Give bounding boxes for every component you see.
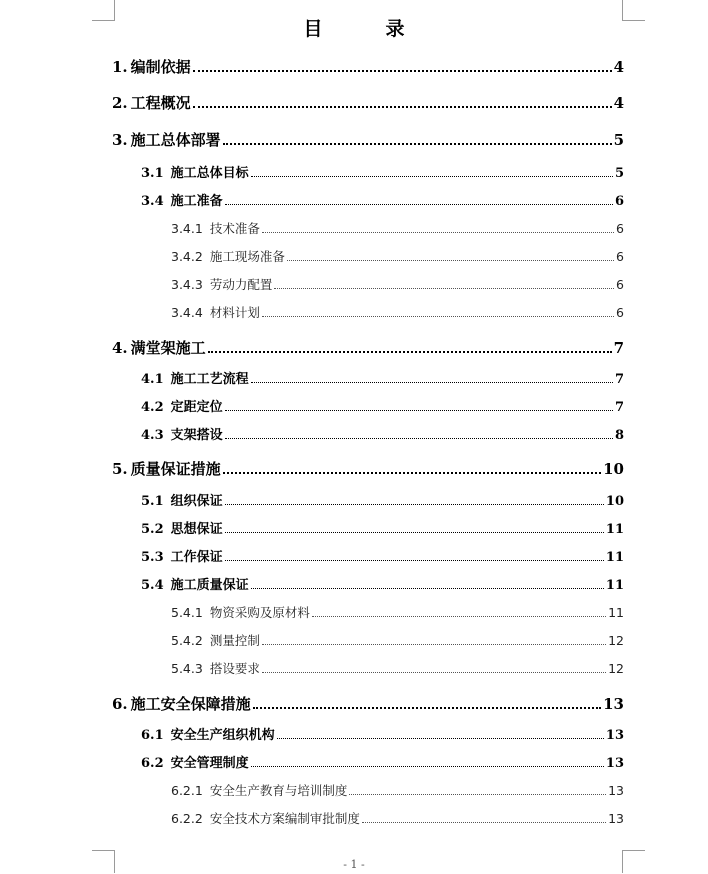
toc-entry-number: 5.4 — [141, 578, 164, 593]
toc-entry-page-number: 5 — [613, 131, 624, 149]
toc-entry-page-number: 6 — [616, 249, 624, 264]
toc-entry-number: 4.3 — [141, 428, 164, 443]
toc-entry-number: 6. — [112, 695, 128, 713]
toc-entry-title: 工作保证 — [170, 550, 223, 565]
page-number-footer: - 1 - — [343, 858, 365, 871]
toc-entry-title: 施工总体目标 — [170, 166, 249, 181]
toc-entry-number: 5.3 — [141, 550, 164, 565]
toc-entry[interactable] — [141, 495, 624, 508]
toc-entry-title: 施工总体部署 — [130, 131, 221, 149]
toc-entry-title: 支架搭设 — [170, 428, 223, 443]
toc-entry-number: 4.2 — [141, 400, 164, 415]
toc-entry[interactable] — [141, 401, 624, 414]
toc-entry[interactable] — [112, 341, 624, 356]
toc-entry[interactable] — [112, 133, 624, 148]
toc-entry-number: 6.2 — [141, 756, 164, 771]
toc-entry-page-number: 13 — [608, 783, 624, 798]
toc-entry[interactable] — [141, 729, 624, 742]
toc-entry[interactable] — [141, 429, 624, 442]
toc-entry-page-number: 13 — [605, 728, 624, 743]
toc-entry-number: 3.4.1 — [171, 221, 203, 236]
toc-entry-number: 1. — [112, 58, 128, 76]
toc-entry[interactable] — [171, 279, 624, 292]
toc-entry[interactable] — [141, 757, 624, 770]
toc-entry-title: 安全生产组织机构 — [170, 728, 275, 743]
toc-entry-number: 3. — [112, 131, 128, 149]
toc-dot-leader — [225, 204, 613, 205]
toc-entry-page-number: 11 — [605, 522, 624, 537]
toc-entry-number: 6.1 — [141, 728, 164, 743]
toc-entry-page-number: 7 — [614, 400, 624, 415]
toc-entry-title: 技术准备 — [209, 221, 260, 236]
toc-entry-page-number: 13 — [603, 695, 624, 713]
toc-entry-number: 5.4.3 — [171, 661, 203, 676]
toc-dot-leader — [208, 351, 612, 353]
toc-entry-page-number: 10 — [603, 460, 624, 478]
toc-entry[interactable] — [141, 373, 624, 386]
toc-entry[interactable] — [171, 223, 624, 236]
toc-dot-leader — [287, 260, 614, 261]
toc-entry-title: 思想保证 — [170, 522, 223, 537]
toc-entry[interactable] — [141, 579, 624, 592]
toc-entry-number: 2. — [112, 94, 128, 112]
toc-entry-number: 5. — [112, 460, 128, 478]
toc-entry-number: 5.4.1 — [171, 605, 203, 620]
toc-dot-leader — [251, 176, 613, 177]
toc-entry-title: 安全管理制度 — [170, 756, 249, 771]
toc-dot-leader — [225, 560, 604, 561]
toc-entry-title: 施工安全保障措施 — [130, 695, 251, 713]
toc-entry-page-number: 4 — [613, 58, 624, 76]
toc-entry-title: 质量保证措施 — [130, 460, 221, 478]
toc-entry-number: 5.1 — [141, 494, 164, 509]
toc-entry-title: 安全生产教育与培训制度 — [209, 783, 348, 798]
toc-entry[interactable] — [112, 60, 624, 75]
toc-dot-leader — [223, 472, 601, 474]
toc-entry-title: 测量控制 — [209, 633, 260, 648]
toc-title: 目 录 — [303, 18, 427, 40]
toc-entry-title: 施工现场准备 — [209, 249, 285, 264]
toc-entry[interactable] — [171, 251, 624, 264]
toc-entry-page-number: 11 — [605, 578, 624, 593]
toc-entry-title: 满堂架施工 — [130, 339, 206, 357]
toc-entry-title: 安全技术方案编制审批制度 — [209, 811, 360, 826]
toc-entry-page-number: 5 — [614, 166, 624, 181]
toc-entry-page-number: 12 — [608, 661, 624, 676]
toc-entry-number: 5.2 — [141, 522, 164, 537]
toc-entry-page-number: 10 — [605, 494, 624, 509]
toc-dot-leader — [251, 766, 604, 767]
toc-entry-page-number: 7 — [614, 372, 624, 387]
toc-dot-leader — [225, 438, 613, 439]
toc-entry[interactable] — [141, 523, 624, 536]
toc-dot-leader — [274, 288, 614, 289]
toc-entry-page-number: 4 — [613, 94, 624, 112]
toc-entry-page-number: 8 — [614, 428, 624, 443]
toc-dot-leader — [225, 504, 604, 505]
toc-dot-leader — [225, 532, 604, 533]
toc-entry-number: 3.4.2 — [171, 249, 203, 264]
toc-dot-leader — [253, 707, 601, 709]
toc-entry-number: 4. — [112, 339, 128, 357]
toc-entry[interactable] — [112, 96, 624, 111]
toc-entry[interactable] — [171, 607, 624, 620]
toc-dot-leader — [251, 382, 613, 383]
toc-entry-title: 编制依据 — [130, 58, 191, 76]
toc-entry-title: 施工准备 — [170, 194, 223, 209]
toc-entry-page-number: 13 — [608, 811, 624, 826]
toc-entry-title: 施工工艺流程 — [170, 372, 249, 387]
toc-dot-leader — [193, 106, 612, 108]
toc-entry-page-number: 13 — [605, 756, 624, 771]
toc-entry[interactable] — [171, 663, 624, 676]
toc-dot-leader — [362, 822, 606, 823]
toc-entry[interactable] — [171, 813, 624, 826]
toc-entry[interactable] — [141, 167, 624, 180]
toc-entry-number: 3.4.4 — [171, 305, 203, 320]
toc-entry-page-number: 6 — [614, 194, 624, 209]
toc-entry-page-number: 11 — [605, 550, 624, 565]
toc-entry-page-number: 6 — [616, 221, 624, 236]
toc-entry[interactable] — [112, 697, 624, 712]
toc-entry-title: 劳动力配置 — [209, 277, 273, 292]
toc-dot-leader — [251, 588, 604, 589]
toc-dot-leader — [223, 143, 612, 145]
toc-entry-number: 6.2.1 — [171, 783, 203, 798]
toc-entry[interactable] — [171, 635, 624, 648]
toc-entry-title: 物资采购及原材料 — [209, 605, 310, 620]
toc-entry-title: 搭设要求 — [209, 661, 260, 676]
toc-dot-leader — [225, 410, 613, 411]
toc-entry-title: 工程概况 — [130, 94, 191, 112]
toc-entry-number: 5.4.2 — [171, 633, 203, 648]
toc-entry[interactable] — [141, 195, 624, 208]
toc-entry-number: 3.4 — [141, 194, 164, 209]
toc-entry[interactable] — [171, 307, 624, 320]
toc-entry[interactable] — [141, 551, 624, 564]
toc-entry-page-number: 7 — [613, 339, 624, 357]
toc-entry-page-number: 11 — [608, 605, 624, 620]
toc-dot-leader — [262, 316, 614, 317]
toc-dot-leader — [349, 794, 606, 795]
toc-entry-title: 组织保证 — [170, 494, 223, 509]
toc-entry-page-number: 12 — [608, 633, 624, 648]
toc-dot-leader — [193, 70, 612, 72]
toc-entry-page-number: 6 — [616, 305, 624, 320]
toc-entry-page-number: 6 — [616, 277, 624, 292]
toc-entry[interactable] — [112, 462, 624, 477]
toc-dot-leader — [262, 232, 614, 233]
toc-entry-title: 定距定位 — [170, 400, 223, 415]
toc-entry-title: 材料计划 — [209, 305, 260, 320]
toc-entry-number: 6.2.2 — [171, 811, 203, 826]
toc-dot-leader — [262, 644, 606, 645]
toc-entry-number: 3.1 — [141, 166, 164, 181]
toc-entry[interactable] — [171, 785, 624, 798]
toc-entry-title: 施工质量保证 — [170, 578, 249, 593]
toc-dot-leader — [262, 672, 606, 673]
toc-entry-number: 3.4.3 — [171, 277, 203, 292]
toc-entry-number: 4.1 — [141, 372, 164, 387]
toc-dot-leader — [277, 738, 604, 739]
toc-dot-leader — [312, 616, 606, 617]
